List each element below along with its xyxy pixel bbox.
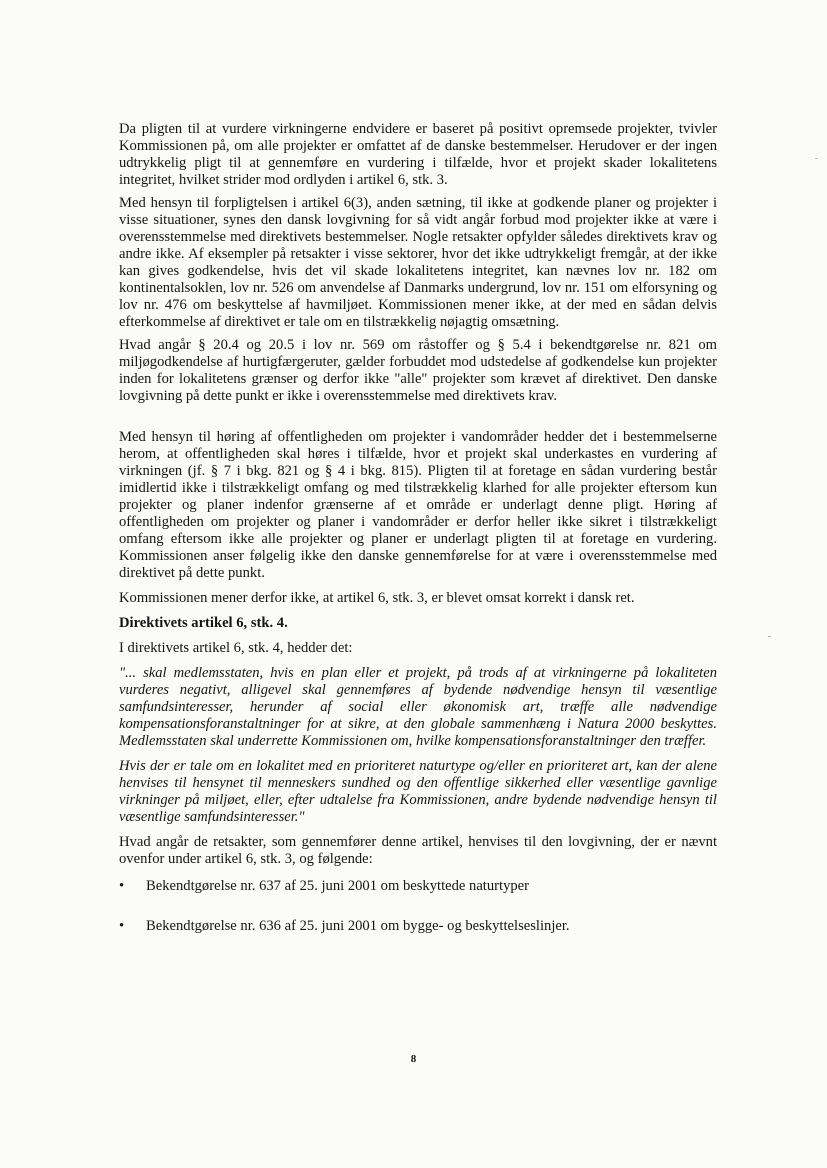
scan-speck — [768, 636, 771, 637]
scan-speck — [815, 158, 818, 159]
paragraph-conclusion: Kommissionen mener derfor ikke, at artikel 6, stk. 3, er blevet omsat korrekt i dansk ret. — [119, 590, 635, 606]
list-item-text: Bekendtgørelse nr. 636 af 25. juni 2001 om bygge- og beskyttelseslinjer. — [146, 918, 570, 934]
closing-paragraph: Hvad angår de retsakter, som gennemfører denne artikel, henvises til den lovgivning, der er nævnt ovenfor under artikel 6, stk. 3, og følgende: — [119, 834, 717, 867]
paragraph-raw-materials-law: Hvad angår § 20.4 og 20.5 i lov nr. 569 om råstoffer og § 5.4 i bekendtgørelse nr. 821 om miljøgodkendelse af hurtigfærgeruter, gælder forbuddet mod udstedelse af godkendelse kun projekter inden for lokalitetens grænser og derfor ikke "alle" projekter som krævet af direktivet. Den danske lovgivning på dette punkt er ikke i overensstemmelse med direktivets krav. — [119, 337, 717, 404]
paragraph-assessment-doubt: Da pligten til at vurdere virkningerne endvidere er baseret på positivt opremsede projekter, tvivler Kommissionen på, om alle projekter er omfattet af de danske bestemmelser. Herudover er der ingen udtrykkelig pligt til at gennemføre en vurdering i tilfælde, hvor et projekt skader lokalitetens integritet, hvilket strider mod ordlyden i artikel 6, stk. 3. — [119, 121, 717, 188]
list-item-text: Bekendtgørelse nr. 637 af 25. juni 2001 om beskyttede naturtyper — [146, 878, 530, 894]
paragraph-article-6-3-prohibition: Med hensyn til forpligtelsen i artikel 6(3), anden sætning, til ikke at godkende planer og projekter i visse situationer, synes den dansk lovgivning for så vidt angår forbud mod projekter ikke at være i overensstemmelse med direktivets bestemmelser. Nogle retsakter opfylder således direktivets krav og andre ikke. Af eksempler på retsakter i visse sektorer, hvor det ikke udtrykkeligt fremgår, at der ikke kan gives godkendelse, hvis det vil skade lokalitetens integritet, kan nævnes lov nr. 182 om kontinentalsoklen, lov nr. 526 om anvendelse af Danmarks undergrund, lov nr. 151 om elforsyning og lov nr. 476 om beskyttelse af havmiljøet. Kommissionen mener ikke, at der med en sådan delvis efterkommelse af direktivet er tale om en tilstrækkelig nøjagtig omsætning. — [119, 195, 717, 330]
page-number: 8 — [410, 1053, 417, 1065]
section-heading: Direktivets artikel 6, stk. 4. — [119, 615, 288, 631]
document-body — [119, 121, 717, 935]
bullet-list — [119, 878, 717, 935]
paragraph-public-consultation: Med hensyn til høring af offentligheden om projekter i vandområder hedder det i bestemmelserne herom, at offentligheden skal høres i tilfælde, hvor et projekt skal underkastes en vurdering af virkningen (jf. § 7 i bkg. 821 og § 4 i bkg. 815). Pligten til at foretage en sådan vurdering består imidlertid ikke i tilstrækkeligt omfang og med tilstrækkelig klarhed for alle projekter eftersom kun projekter og planer indenfor grænserne af et område er underlagt denne pligt. Høring af offentligheden om projekter og planer i vandområder er derfor heller ikke sikret i tilstrækkeligt omfang eftersom ikke alle projekter og planer er underlagt pligten til at foretage en vurdering. Kommissionen anser følgelig ikke den danske gennemførelse for at være i overensstemmelse med direktivet på dette punkt. — [119, 429, 717, 581]
quote-paragraph: Hvis der er tale om en lokalitet med en prioriteret naturtype og/eller en prioriteret art, kan der alene henvises til hensynet til menneskers sundhed og den offentlige sikkerhed eller væsentlige gavnlige virkninger på miljøet, eller, efter udtalelse fra Kommissionen, andre bydende nødvendige hensyn til væsentlige samfundsinteresser." — [119, 758, 717, 825]
list-item — [119, 878, 717, 895]
quote-paragraph: "... skal medlemsstaten, hvis en plan eller et projekt, på trods af at virkningerne på lokaliteten vurderes negativt, alligevel skal gennemføres af bydende nødvendige hensyn til væsentlige samfundsinteresser, herunder af social eller økonomisk art, træffe alle nødvendige kompensationsforanstaltninger for at sikre, at den globale sammenhæng i Natura 2000 beskyttes. Medlemsstaten skal underrette Kommissionen om, hvilke kompensationsforanstaltninger den træffer. — [119, 665, 717, 749]
list-item — [119, 918, 717, 935]
bullet-icon: • — [119, 918, 125, 934]
quote-intro: I direktivets artikel 6, stk. 4, hedder det: — [119, 640, 353, 656]
bullet-icon: • — [119, 878, 125, 894]
